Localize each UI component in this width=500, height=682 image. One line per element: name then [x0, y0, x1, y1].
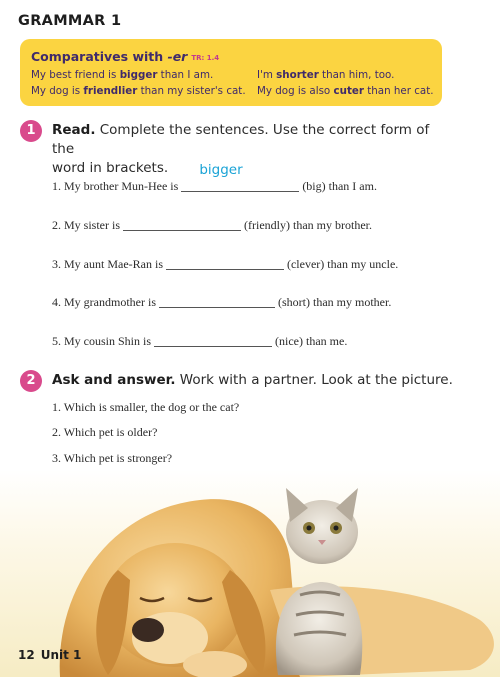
page-title: GRAMMAR 1 [18, 13, 122, 29]
grammar-box [20, 39, 442, 106]
question-1: 1. Which is smaller, the dog or the cat? [52, 400, 240, 414]
dog-and-cat-photo [0, 470, 500, 677]
answer-blank-4[interactable] [159, 295, 275, 308]
page-footer [18, 648, 81, 662]
sentence-5: 5. My cousin Shin is (nice) than me. [52, 334, 348, 348]
dog-and-kitten-illustration [0, 470, 500, 677]
grammar-heading: Comparatives with -er TR: 1.4 [31, 49, 220, 64]
answer-blank-5[interactable] [154, 334, 272, 347]
grammar-example-3: My dog is friendlier than my sister's cat. [31, 85, 246, 97]
question-3: 3. Which pet is stronger? [52, 451, 173, 465]
unit-label: Unit 1 [40, 648, 82, 662]
activity-1-instruction: Read. Complete the sentences. Use the correct form of the word in brackets. [52, 122, 430, 176]
sentence-3: 3. My aunt Mae-Ran is (clever) than my uncle. [52, 257, 399, 271]
page-number: 12 [18, 648, 35, 662]
activity-2-instruction: Ask and answer. Work with a partner. Look at the picture. [52, 372, 453, 388]
kitten-pupil-right [334, 526, 339, 531]
grammar-example-1: My best friend is bigger than I am. [31, 69, 214, 81]
activity-1-number-badge: 1 [20, 120, 42, 142]
answer-blank-3[interactable] [166, 257, 284, 270]
sentence-1: 1. My brother Mun-Hee is bigger (big) than I am. [52, 162, 377, 193]
sentence-2: 2. My sister is (friendly) than my brother. [52, 218, 372, 232]
sentence-4: 4. My grandmother is (short) than my mother. [52, 295, 392, 309]
grammar-example-4: My dog is also cuter than her cat. [257, 85, 434, 97]
dog-nose [132, 618, 164, 642]
activity-2-number-badge: 2 [20, 370, 42, 392]
answer-blank-2[interactable] [123, 218, 241, 231]
handwritten-answer: bigger [199, 162, 243, 178]
grammar-example-2: I'm shorter than him, too. [257, 69, 395, 81]
question-2: 2. Which pet is older? [52, 425, 158, 439]
answer-blank-1[interactable] [181, 162, 299, 192]
audio-track-label: TR: 1.4 [191, 54, 220, 62]
kitten-pupil-left [307, 526, 312, 531]
